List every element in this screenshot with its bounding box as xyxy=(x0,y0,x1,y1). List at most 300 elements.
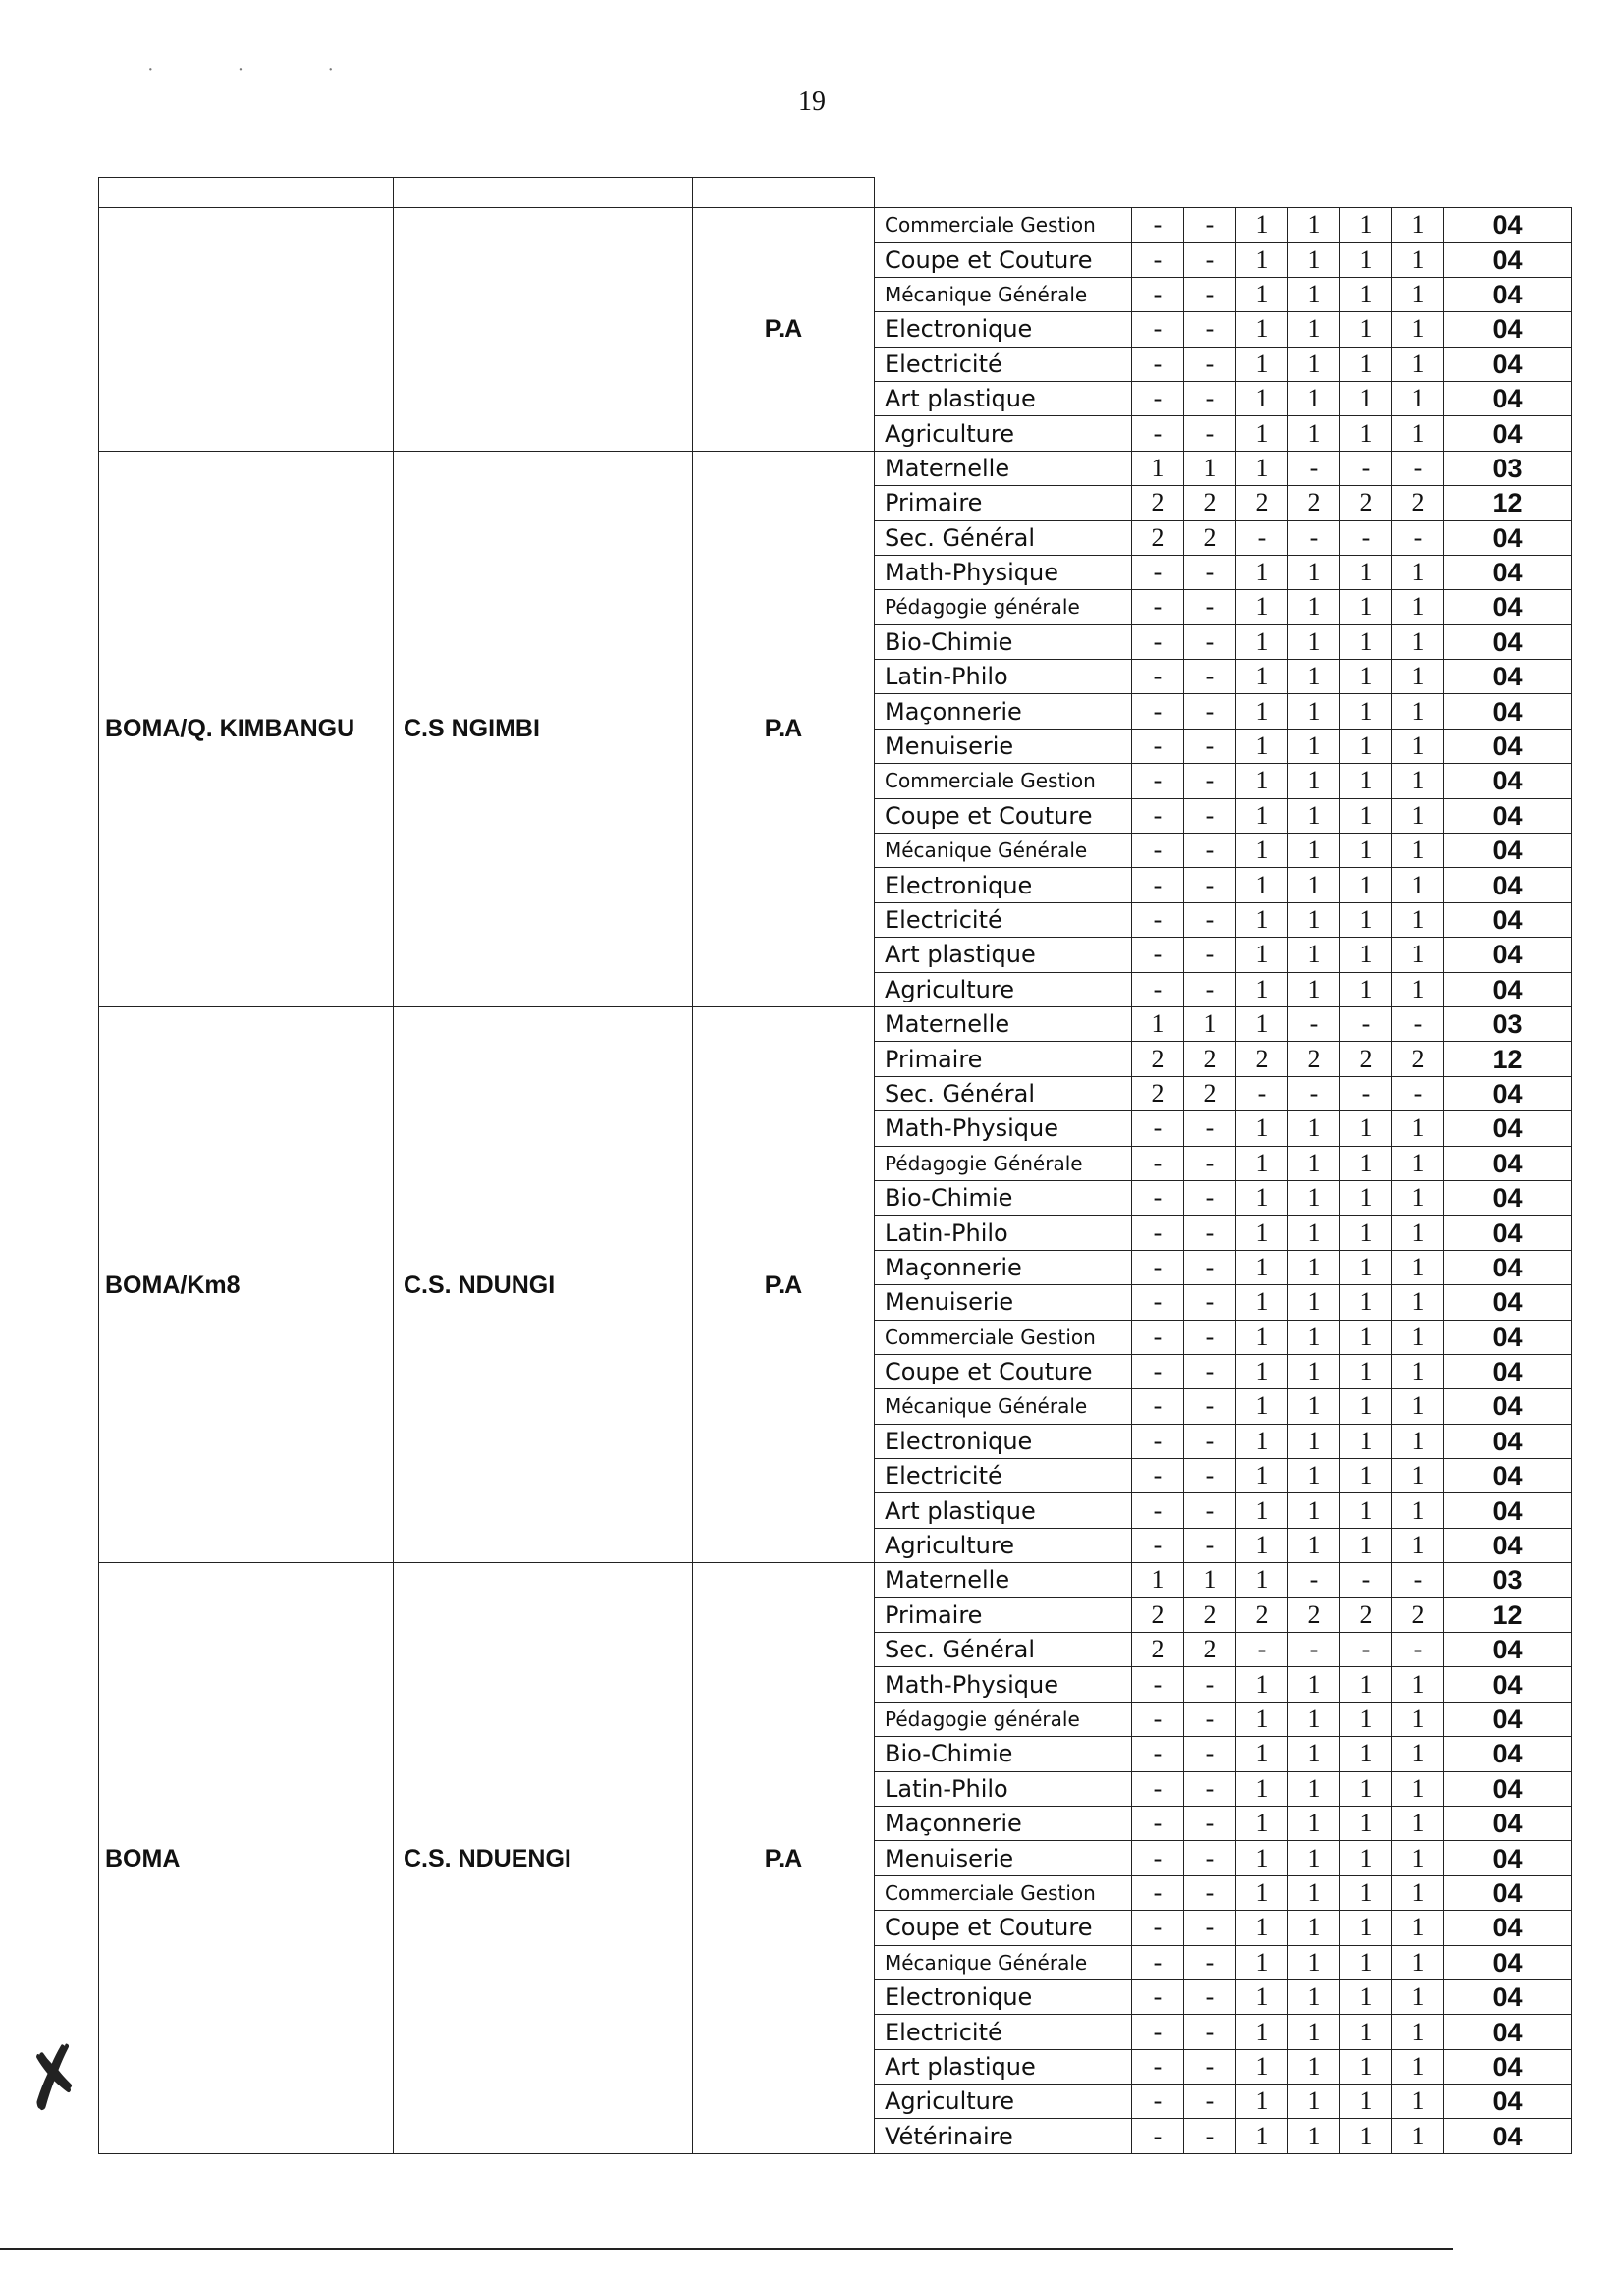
class-count-cell: - xyxy=(1132,938,1184,972)
class-count-cell: 1 xyxy=(1392,1911,1444,1945)
class-count-cell: - xyxy=(1132,1250,1184,1284)
class-count-cell: - xyxy=(1132,416,1184,451)
total-cell: 04 xyxy=(1444,381,1572,415)
class-count-cell: 2 xyxy=(1132,1042,1184,1076)
class-count-cell: - xyxy=(1132,1737,1184,1771)
class-count-cell: 1 xyxy=(1236,1737,1288,1771)
class-count-cell: 2 xyxy=(1340,1597,1392,1632)
class-count-cell: - xyxy=(1132,1911,1184,1945)
class-count-cell: 1 xyxy=(1236,1493,1288,1528)
option-name-cell: Electronique xyxy=(875,1979,1132,2014)
option-name-cell: Bio-Chimie xyxy=(875,624,1132,659)
class-count-cell: 1 xyxy=(1288,868,1340,902)
class-count-cell: 2 xyxy=(1184,1633,1236,1667)
class-count-cell: - xyxy=(1288,1563,1340,1597)
class-count-cell: - xyxy=(1132,243,1184,277)
class-count-cell: 1 xyxy=(1236,312,1288,347)
class-count-cell: - xyxy=(1184,1111,1236,1146)
option-name-cell: Commerciale Gestion xyxy=(875,1320,1132,1354)
table-row xyxy=(99,451,1572,485)
total-cell: 04 xyxy=(1444,1389,1572,1424)
class-count-cell: 1 xyxy=(1288,1354,1340,1388)
class-count-cell: 1 xyxy=(1340,1667,1392,1702)
class-count-cell: 1 xyxy=(1236,2015,1288,2049)
option-name-cell: Bio-Chimie xyxy=(875,1180,1132,1215)
total-cell: 04 xyxy=(1444,729,1572,763)
class-count-cell: 1 xyxy=(1340,1216,1392,1250)
class-count-cell: 1 xyxy=(1392,938,1444,972)
class-count-cell: 1 xyxy=(1340,764,1392,798)
school-type-cell: P.A xyxy=(693,451,875,1006)
class-count-cell: - xyxy=(1184,624,1236,659)
class-count-cell: 1 xyxy=(1340,1250,1392,1284)
table-row xyxy=(99,208,1572,243)
class-count-cell: - xyxy=(1392,1076,1444,1110)
option-name-cell: Electronique xyxy=(875,1424,1132,1458)
class-count-cell: 1 xyxy=(1340,1459,1392,1493)
class-count-cell: 2 xyxy=(1184,486,1236,520)
class-count-cell: - xyxy=(1184,381,1236,415)
class-count-cell: 1 xyxy=(1288,1216,1340,1250)
class-count-cell: - xyxy=(1132,555,1184,589)
header-cell-type xyxy=(693,178,875,208)
option-name-cell: Menuiserie xyxy=(875,1285,1132,1320)
class-count-cell: - xyxy=(1132,729,1184,763)
class-count-cell: 1 xyxy=(1340,1111,1392,1146)
class-count-cell: - xyxy=(1132,1493,1184,1528)
class-count-cell: 1 xyxy=(1288,1702,1340,1736)
total-cell: 04 xyxy=(1444,347,1572,381)
class-count-cell: - xyxy=(1288,1006,1340,1041)
class-count-cell: - xyxy=(1236,1633,1288,1667)
total-cell: 04 xyxy=(1444,1667,1572,1702)
option-name-cell: Pédagogie générale xyxy=(875,590,1132,624)
option-name-cell: Math-Physique xyxy=(875,1111,1132,1146)
class-count-cell: 1 xyxy=(1236,555,1288,589)
option-name-cell: Menuiserie xyxy=(875,729,1132,763)
class-count-cell: 1 xyxy=(1288,1806,1340,1840)
class-count-cell: 1 xyxy=(1340,1493,1392,1528)
class-count-cell: - xyxy=(1184,1146,1236,1180)
total-cell: 12 xyxy=(1444,1597,1572,1632)
class-count-cell: - xyxy=(1184,1216,1236,1250)
class-count-cell: 1 xyxy=(1340,834,1392,868)
class-count-cell: 1 xyxy=(1392,381,1444,415)
class-count-cell: 1 xyxy=(1288,1320,1340,1354)
class-count-cell: 1 xyxy=(1392,243,1444,277)
class-count-cell: 1 xyxy=(1236,902,1288,937)
class-count-cell: - xyxy=(1184,902,1236,937)
total-cell: 04 xyxy=(1444,1875,1572,1910)
class-count-cell: 1 xyxy=(1392,2049,1444,2084)
class-count-cell: 1 xyxy=(1132,1563,1184,1597)
total-cell: 04 xyxy=(1444,1459,1572,1493)
header-cell-rest xyxy=(875,178,1572,208)
option-name-cell: Vétérinaire xyxy=(875,2119,1132,2153)
option-name-cell: Menuiserie xyxy=(875,1841,1132,1875)
option-name-cell: Sec. Général xyxy=(875,1633,1132,1667)
class-count-cell: 2 xyxy=(1392,1042,1444,1076)
class-count-cell: - xyxy=(1184,764,1236,798)
class-count-cell: 1 xyxy=(1288,381,1340,415)
total-cell: 04 xyxy=(1444,1979,1572,2014)
bottom-rule xyxy=(0,2248,1453,2250)
class-count-cell: 1 xyxy=(1392,2084,1444,2119)
option-name-cell: Maternelle xyxy=(875,1006,1132,1041)
option-name-cell: Maçonnerie xyxy=(875,694,1132,729)
class-count-cell: - xyxy=(1392,1633,1444,1667)
option-name-cell: Latin-Philo xyxy=(875,1216,1132,1250)
class-count-cell: 1 xyxy=(1288,347,1340,381)
class-count-cell: 2 xyxy=(1236,486,1288,520)
class-count-cell: - xyxy=(1132,208,1184,243)
school-cell: C.S. NDUENGI xyxy=(394,1563,693,2154)
class-count-cell: 1 xyxy=(1392,1806,1444,1840)
class-count-cell: 2 xyxy=(1392,486,1444,520)
class-count-cell: 1 xyxy=(1340,347,1392,381)
class-count-cell: 1 xyxy=(1392,2015,1444,2049)
class-count-cell: 1 xyxy=(1288,798,1340,833)
class-count-cell: - xyxy=(1132,868,1184,902)
class-count-cell: 1 xyxy=(1236,764,1288,798)
class-count-cell: 1 xyxy=(1288,764,1340,798)
handwritten-mark: ✗ xyxy=(11,2025,98,2132)
class-count-cell: 2 xyxy=(1288,486,1340,520)
class-count-cell: 1 xyxy=(1392,624,1444,659)
total-cell: 04 xyxy=(1444,520,1572,555)
total-cell: 03 xyxy=(1444,451,1572,485)
class-count-cell: - xyxy=(1132,1806,1184,1840)
class-count-cell: 1 xyxy=(1340,1146,1392,1180)
class-count-cell: 1 xyxy=(1340,902,1392,937)
school-cell xyxy=(394,208,693,452)
option-name-cell: Mécanique Générale xyxy=(875,834,1132,868)
option-name-cell: Agriculture xyxy=(875,972,1132,1006)
class-count-cell: 1 xyxy=(1392,347,1444,381)
class-count-cell: 1 xyxy=(1288,1180,1340,1215)
total-cell: 04 xyxy=(1444,1216,1572,1250)
class-count-cell: 1 xyxy=(1288,834,1340,868)
class-count-cell: 1 xyxy=(1392,1841,1444,1875)
class-count-cell: - xyxy=(1184,1667,1236,1702)
total-cell: 04 xyxy=(1444,2084,1572,2119)
total-cell: 04 xyxy=(1444,1737,1572,1771)
class-count-cell: - xyxy=(1340,1076,1392,1110)
total-cell: 04 xyxy=(1444,1493,1572,1528)
class-count-cell: - xyxy=(1184,347,1236,381)
option-name-cell: Pédagogie générale xyxy=(875,1702,1132,1736)
class-count-cell: 1 xyxy=(1236,1979,1288,2014)
class-count-cell: - xyxy=(1184,798,1236,833)
class-count-cell: 1 xyxy=(1236,1146,1288,1180)
total-cell: 04 xyxy=(1444,243,1572,277)
class-count-cell: 2 xyxy=(1236,1042,1288,1076)
class-count-cell: 1 xyxy=(1288,1911,1340,1945)
class-count-cell: 1 xyxy=(1340,1424,1392,1458)
option-name-cell: Latin-Philo xyxy=(875,660,1132,694)
class-count-cell: 1 xyxy=(1288,555,1340,589)
option-name-cell: Primaire xyxy=(875,1042,1132,1076)
class-count-cell: 1 xyxy=(1236,660,1288,694)
class-count-cell: 2 xyxy=(1288,1042,1340,1076)
class-count-cell: 1 xyxy=(1236,1459,1288,1493)
class-count-cell: 1 xyxy=(1340,1979,1392,2014)
location-cell: BOMA/Km8 xyxy=(99,1006,394,1562)
class-count-cell: 1 xyxy=(1392,208,1444,243)
class-count-cell: 1 xyxy=(1236,1111,1288,1146)
total-cell: 04 xyxy=(1444,902,1572,937)
option-name-cell: Mécanique Générale xyxy=(875,1945,1132,1979)
total-cell: 04 xyxy=(1444,1424,1572,1458)
class-count-cell: - xyxy=(1132,1875,1184,1910)
class-count-cell: 2 xyxy=(1184,520,1236,555)
class-count-cell: 1 xyxy=(1340,2084,1392,2119)
class-count-cell: 1 xyxy=(1288,902,1340,937)
class-count-cell: - xyxy=(1132,1945,1184,1979)
class-count-cell: 1 xyxy=(1392,416,1444,451)
class-count-cell: 1 xyxy=(1392,277,1444,311)
class-count-cell: - xyxy=(1132,972,1184,1006)
class-count-cell: 1 xyxy=(1288,1875,1340,1910)
class-count-cell: - xyxy=(1132,798,1184,833)
class-count-cell: - xyxy=(1132,1216,1184,1250)
class-count-cell: 2 xyxy=(1184,1597,1236,1632)
class-count-cell: 1 xyxy=(1288,1528,1340,1562)
class-count-cell: 2 xyxy=(1288,1597,1340,1632)
class-count-cell: 2 xyxy=(1184,1042,1236,1076)
class-count-cell: 1 xyxy=(1340,277,1392,311)
class-count-cell: 1 xyxy=(1236,243,1288,277)
class-count-cell: 1 xyxy=(1288,660,1340,694)
class-count-cell: 2 xyxy=(1132,1633,1184,1667)
option-name-cell: Sec. Général xyxy=(875,520,1132,555)
class-count-cell: - xyxy=(1132,1180,1184,1215)
class-count-cell: - xyxy=(1288,520,1340,555)
class-count-cell: 1 xyxy=(1236,1875,1288,1910)
total-cell: 04 xyxy=(1444,1180,1572,1215)
class-count-cell: 1 xyxy=(1340,1841,1392,1875)
class-count-cell: - xyxy=(1132,1841,1184,1875)
class-count-cell: 1 xyxy=(1288,1424,1340,1458)
class-count-cell: 1 xyxy=(1392,729,1444,763)
class-count-cell: 1 xyxy=(1184,1006,1236,1041)
total-cell: 04 xyxy=(1444,1945,1572,1979)
class-count-cell: 1 xyxy=(1288,1945,1340,1979)
option-name-cell: Electricité xyxy=(875,347,1132,381)
class-count-cell: - xyxy=(1132,1702,1184,1736)
class-count-cell: - xyxy=(1184,416,1236,451)
class-count-cell: - xyxy=(1184,208,1236,243)
option-name-cell: Art plastique xyxy=(875,938,1132,972)
class-count-cell: 1 xyxy=(1340,590,1392,624)
class-count-cell: 1 xyxy=(1236,1285,1288,1320)
class-count-cell: 1 xyxy=(1236,938,1288,972)
class-count-cell: 1 xyxy=(1392,1285,1444,1320)
class-count-cell: 1 xyxy=(1236,451,1288,485)
class-count-cell: 2 xyxy=(1340,486,1392,520)
class-count-cell: 1 xyxy=(1132,1006,1184,1041)
class-count-cell: 1 xyxy=(1392,1737,1444,1771)
total-cell: 04 xyxy=(1444,555,1572,589)
class-count-cell: 1 xyxy=(1236,347,1288,381)
total-cell: 04 xyxy=(1444,277,1572,311)
class-count-cell: 1 xyxy=(1392,1771,1444,1806)
class-count-cell: 1 xyxy=(1392,972,1444,1006)
class-count-cell: 1 xyxy=(1288,1459,1340,1493)
class-count-cell: - xyxy=(1184,312,1236,347)
class-count-cell: - xyxy=(1184,1911,1236,1945)
total-cell: 04 xyxy=(1444,1702,1572,1736)
class-count-cell: 1 xyxy=(1236,1216,1288,1250)
class-count-cell: - xyxy=(1184,1806,1236,1840)
class-count-cell: 1 xyxy=(1340,243,1392,277)
class-count-cell: 1 xyxy=(1236,624,1288,659)
class-count-cell: - xyxy=(1132,1528,1184,1562)
location-cell: BOMA/Q. KIMBANGU xyxy=(99,451,394,1006)
total-cell: 04 xyxy=(1444,1911,1572,1945)
class-count-cell: 1 xyxy=(1392,312,1444,347)
class-count-cell: 1 xyxy=(1236,834,1288,868)
class-count-cell: 1 xyxy=(1392,1180,1444,1215)
class-count-cell: - xyxy=(1184,555,1236,589)
class-count-cell: 1 xyxy=(1392,1979,1444,2014)
class-count-cell: - xyxy=(1132,1146,1184,1180)
class-count-cell: - xyxy=(1392,451,1444,485)
class-count-cell: - xyxy=(1184,1493,1236,1528)
total-cell: 12 xyxy=(1444,1042,1572,1076)
class-count-cell: 1 xyxy=(1340,416,1392,451)
class-count-cell: 1 xyxy=(1340,1771,1392,1806)
class-count-cell: - xyxy=(1184,2015,1236,2049)
school-type-cell: P.A xyxy=(693,208,875,452)
class-count-cell: 1 xyxy=(1392,2119,1444,2153)
class-count-cell: - xyxy=(1132,1424,1184,1458)
class-count-cell: 1 xyxy=(1288,1493,1340,1528)
class-count-cell: 1 xyxy=(1392,694,1444,729)
option-name-cell: Mécanique Générale xyxy=(875,1389,1132,1424)
class-count-cell: - xyxy=(1132,1459,1184,1493)
school-cell: C.S. NDUNGI xyxy=(394,1006,693,1562)
class-count-cell: 1 xyxy=(1340,1875,1392,1910)
class-count-cell: 1 xyxy=(1392,1320,1444,1354)
class-count-cell: 1 xyxy=(1392,868,1444,902)
class-count-cell: - xyxy=(1288,1633,1340,1667)
class-count-cell: - xyxy=(1132,1667,1184,1702)
class-count-cell: - xyxy=(1132,764,1184,798)
option-name-cell: Bio-Chimie xyxy=(875,1737,1132,1771)
class-count-cell: 2 xyxy=(1132,486,1184,520)
class-count-cell: 1 xyxy=(1288,1285,1340,1320)
class-count-cell: - xyxy=(1340,1006,1392,1041)
location-cell xyxy=(99,208,394,452)
total-cell: 04 xyxy=(1444,2049,1572,2084)
class-count-cell: - xyxy=(1236,1076,1288,1110)
option-name-cell: Primaire xyxy=(875,486,1132,520)
class-count-cell: 1 xyxy=(1340,1285,1392,1320)
class-count-cell: 1 xyxy=(1288,590,1340,624)
total-cell: 04 xyxy=(1444,1633,1572,1667)
class-count-cell: - xyxy=(1132,1111,1184,1146)
class-count-cell: 1 xyxy=(1392,764,1444,798)
table-row xyxy=(99,1006,1572,1041)
class-count-cell: 1 xyxy=(1340,2015,1392,2049)
total-cell: 04 xyxy=(1444,1771,1572,1806)
class-count-cell: 2 xyxy=(1132,520,1184,555)
class-count-cell: 2 xyxy=(1132,1597,1184,1632)
option-name-cell: Primaire xyxy=(875,1597,1132,1632)
class-count-cell: 1 xyxy=(1236,972,1288,1006)
class-count-cell: 1 xyxy=(1288,416,1340,451)
class-count-cell: 1 xyxy=(1288,243,1340,277)
class-count-cell: - xyxy=(1132,624,1184,659)
option-name-cell: Coupe et Couture xyxy=(875,1354,1132,1388)
total-cell: 04 xyxy=(1444,1111,1572,1146)
class-count-cell: - xyxy=(1184,1737,1236,1771)
class-count-cell: 1 xyxy=(1392,1875,1444,1910)
total-cell: 12 xyxy=(1444,486,1572,520)
class-count-cell: 1 xyxy=(1392,660,1444,694)
total-cell: 04 xyxy=(1444,834,1572,868)
class-count-cell: - xyxy=(1184,1285,1236,1320)
class-count-cell: - xyxy=(1184,1389,1236,1424)
option-name-cell: Commerciale Gestion xyxy=(875,1875,1132,1910)
school-type-cell: P.A xyxy=(693,1563,875,2154)
option-name-cell: Maternelle xyxy=(875,1563,1132,1597)
class-count-cell: 1 xyxy=(1288,1737,1340,1771)
option-name-cell: Mécanique Générale xyxy=(875,277,1132,311)
class-count-cell: 1 xyxy=(1340,2119,1392,2153)
class-count-cell: 1 xyxy=(1288,1146,1340,1180)
class-count-cell: - xyxy=(1184,868,1236,902)
class-count-cell: 2 xyxy=(1392,1597,1444,1632)
class-count-cell: - xyxy=(1132,312,1184,347)
staffing-table xyxy=(98,177,1572,2154)
total-cell: 04 xyxy=(1444,694,1572,729)
class-count-cell: 1 xyxy=(1340,1911,1392,1945)
class-count-cell: 1 xyxy=(1392,1667,1444,1702)
option-name-cell: Agriculture xyxy=(875,2084,1132,2119)
class-count-cell: 1 xyxy=(1340,1389,1392,1424)
class-count-cell: 1 xyxy=(1236,208,1288,243)
class-count-cell: - xyxy=(1184,1702,1236,1736)
option-name-cell: Coupe et Couture xyxy=(875,798,1132,833)
class-count-cell: 1 xyxy=(1288,2119,1340,2153)
class-count-cell: 1 xyxy=(1132,451,1184,485)
location-cell: BOMA xyxy=(99,1563,394,2154)
class-count-cell: 1 xyxy=(1392,902,1444,937)
option-name-cell: Electricité xyxy=(875,902,1132,937)
option-name-cell: Maçonnerie xyxy=(875,1250,1132,1284)
class-count-cell: 1 xyxy=(1340,798,1392,833)
total-cell: 03 xyxy=(1444,1006,1572,1041)
class-count-cell: - xyxy=(1132,1771,1184,1806)
class-count-cell: 1 xyxy=(1288,208,1340,243)
class-count-cell: 1 xyxy=(1340,1702,1392,1736)
class-count-cell: - xyxy=(1184,660,1236,694)
class-count-cell: 1 xyxy=(1288,1111,1340,1146)
class-count-cell: 1 xyxy=(1236,2049,1288,2084)
class-count-cell: - xyxy=(1184,2084,1236,2119)
class-count-cell: 1 xyxy=(1340,694,1392,729)
option-name-cell: Math-Physique xyxy=(875,555,1132,589)
total-cell: 04 xyxy=(1444,624,1572,659)
class-count-cell: 1 xyxy=(1392,1354,1444,1388)
class-count-cell: 1 xyxy=(1236,1528,1288,1562)
class-count-cell: 1 xyxy=(1392,1459,1444,1493)
class-count-cell: 1 xyxy=(1340,312,1392,347)
total-cell: 04 xyxy=(1444,798,1572,833)
class-count-cell: - xyxy=(1184,1320,1236,1354)
